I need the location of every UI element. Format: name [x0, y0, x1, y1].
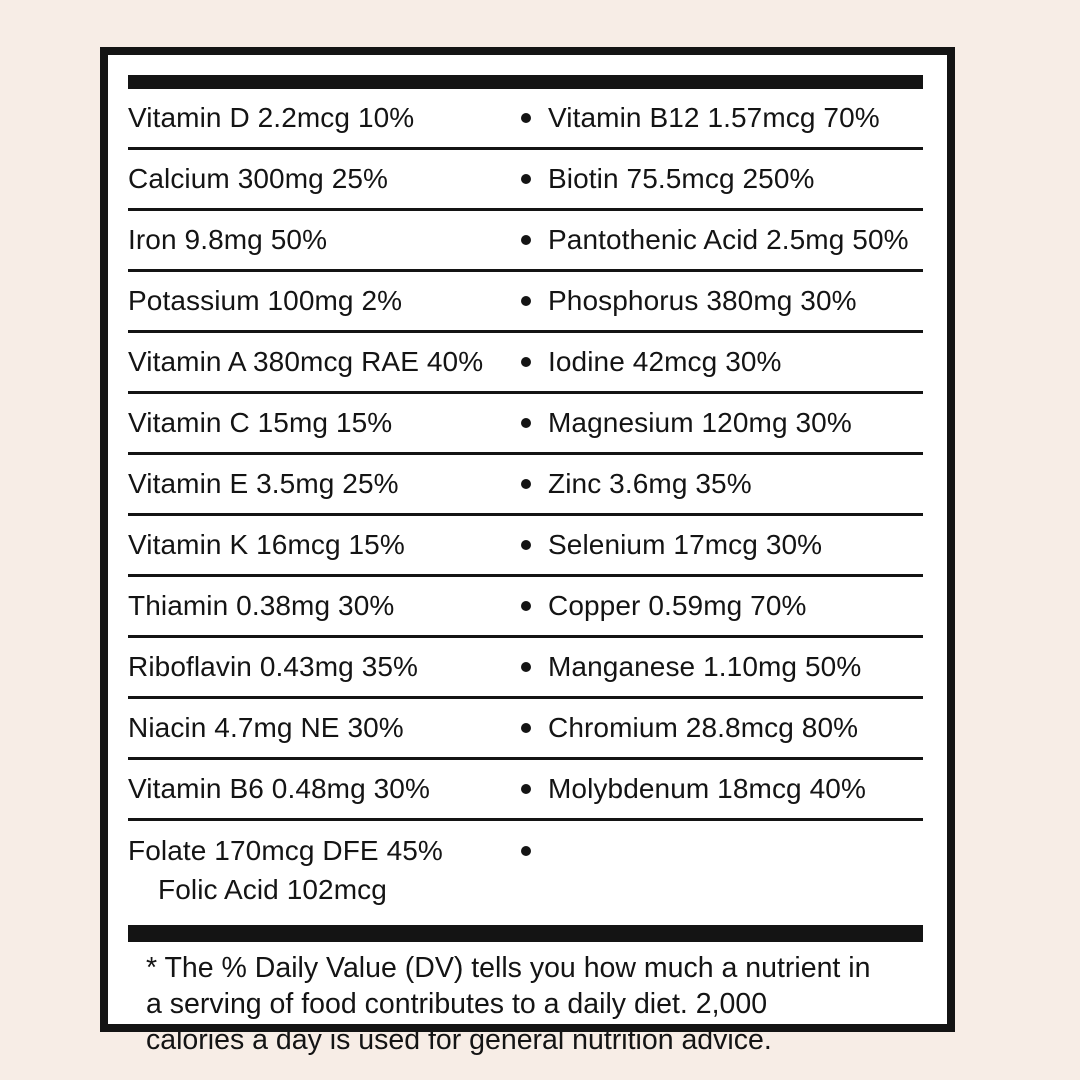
nutrient-row — [128, 333, 923, 394]
bullet-dot — [521, 540, 531, 550]
bullet-icon — [504, 479, 548, 489]
bullet-icon — [504, 113, 548, 123]
bullet-icon — [504, 662, 548, 672]
nutrient-left-text: Iron 9.8mg 50% — [128, 224, 328, 255]
nutrient-row — [128, 577, 923, 638]
bullet-dot — [521, 174, 531, 184]
nutrient-right-text: Manganese 1.10mg 50% — [548, 651, 862, 682]
footnote-line-1: * The % Daily Value (DV) tells you how much a nutrient in — [146, 952, 871, 984]
nutrient-right-text: Selenium 17mcg 30% — [548, 529, 823, 560]
nutrient-left-cell — [128, 161, 504, 197]
nutrient-right-text: Zinc 3.6mg 35% — [548, 468, 752, 499]
nutrient-right-text: Pantothenic Acid 2.5mg 50% — [548, 224, 909, 255]
nutrient-right-text: Iodine 42mcg 30% — [548, 346, 782, 377]
nutrient-right-text: Molybdenum 18mcg 40% — [548, 773, 866, 804]
nutrient-left-cell — [128, 222, 504, 258]
nutrient-row — [128, 272, 923, 333]
nutrient-left-cell — [128, 466, 504, 502]
nutrient-left-text: Vitamin B6 0.48mg 30% — [128, 773, 430, 804]
nutrient-left-text: Vitamin E 3.5mg 25% — [128, 468, 399, 499]
bullet-dot — [521, 357, 531, 367]
nutrient-right-text: Vitamin B12 1.57mcg 70% — [548, 102, 880, 133]
nutrient-left-cell — [128, 344, 504, 380]
nutrient-left-text: Calcium 300mg 25% — [128, 163, 389, 194]
top-divider-bar — [128, 75, 923, 89]
bullet-dot — [521, 113, 531, 123]
nutrient-left-text: Niacin 4.7mg NE 30% — [128, 712, 404, 743]
nutrient-row — [128, 150, 923, 211]
nutrient-row — [128, 638, 923, 699]
nutrient-left-cell — [128, 527, 504, 563]
nutrient-left-cell — [128, 833, 504, 911]
nutrient-left-text: Folate 170mcg DFE 45% — [128, 835, 443, 866]
nutrient-left-text: Riboflavin 0.43mg 35% — [128, 651, 419, 682]
bullet-icon — [504, 235, 548, 245]
bullet-icon — [504, 833, 548, 869]
nutrient-left-cell — [128, 405, 504, 441]
bullet-icon — [504, 784, 548, 794]
bullet-dot — [521, 784, 531, 794]
nutrient-left-subtext: Folic Acid 102mcg — [158, 874, 387, 905]
nutrient-row — [128, 699, 923, 760]
footnote-line-3-clipped: calories a day is used for general nutrition advice. — [146, 1024, 772, 1056]
footnote-line-2: a serving of food contributes to a daily diet. 2,000 — [146, 988, 768, 1020]
nutrient-left-cell — [128, 100, 504, 136]
nutrient-right-text: Biotin 75.5mcg 250% — [548, 163, 815, 194]
nutrient-right-text: Chromium 28.8mcg 80% — [548, 712, 859, 743]
bullet-dot — [521, 235, 531, 245]
supplement-facts-card — [100, 47, 955, 1056]
nutrient-row — [128, 211, 923, 272]
nutrient-row — [128, 760, 923, 821]
bullet-dot — [521, 418, 531, 428]
nutrient-left-cell — [128, 649, 504, 685]
nutrient-left-text: Potassium 100mg 2% — [128, 285, 403, 316]
nutrient-left-cell — [128, 283, 504, 319]
nutrient-left-text: Vitamin A 380mcg RAE 40% — [128, 346, 484, 377]
nutrient-left-text: Vitamin C 15mg 15% — [128, 407, 393, 438]
bullet-icon — [504, 418, 548, 428]
bullet-dot — [521, 723, 531, 733]
nutrient-right-text: Magnesium 120mg 30% — [548, 407, 852, 438]
nutrient-right-text: Phosphorus 380mg 30% — [548, 285, 857, 316]
bullet-dot — [521, 662, 531, 672]
bullet-icon — [504, 601, 548, 611]
nutrient-left-cell — [128, 710, 504, 746]
bullet-icon — [504, 174, 548, 184]
nutrient-left-text: Thiamin 0.38mg 30% — [128, 590, 395, 621]
bullet-dot — [521, 479, 531, 489]
nutrient-left-text: Vitamin K 16mcg 15% — [128, 529, 405, 560]
nutrient-rows — [128, 89, 923, 925]
bullet-icon — [504, 723, 548, 733]
bullet-dot — [521, 846, 531, 856]
nutrient-left-text: Vitamin D 2.2mcg 10% — [128, 102, 415, 133]
nutrient-row — [128, 516, 923, 577]
bullet-dot — [521, 296, 531, 306]
nutrient-left-cell — [128, 588, 504, 624]
nutrient-row — [128, 89, 923, 150]
bullet-icon — [504, 357, 548, 367]
nutrient-right-text: Copper 0.59mg 70% — [548, 590, 807, 621]
bullet-icon — [504, 296, 548, 306]
bottom-divider-bar — [128, 925, 923, 942]
nutrient-row — [128, 821, 923, 925]
daily-value-footnote — [128, 942, 923, 1058]
bullet-icon — [504, 540, 548, 550]
nutrient-row — [128, 394, 923, 455]
nutrient-row — [128, 455, 923, 516]
nutrient-left-cell — [128, 771, 504, 807]
bullet-dot — [521, 601, 531, 611]
